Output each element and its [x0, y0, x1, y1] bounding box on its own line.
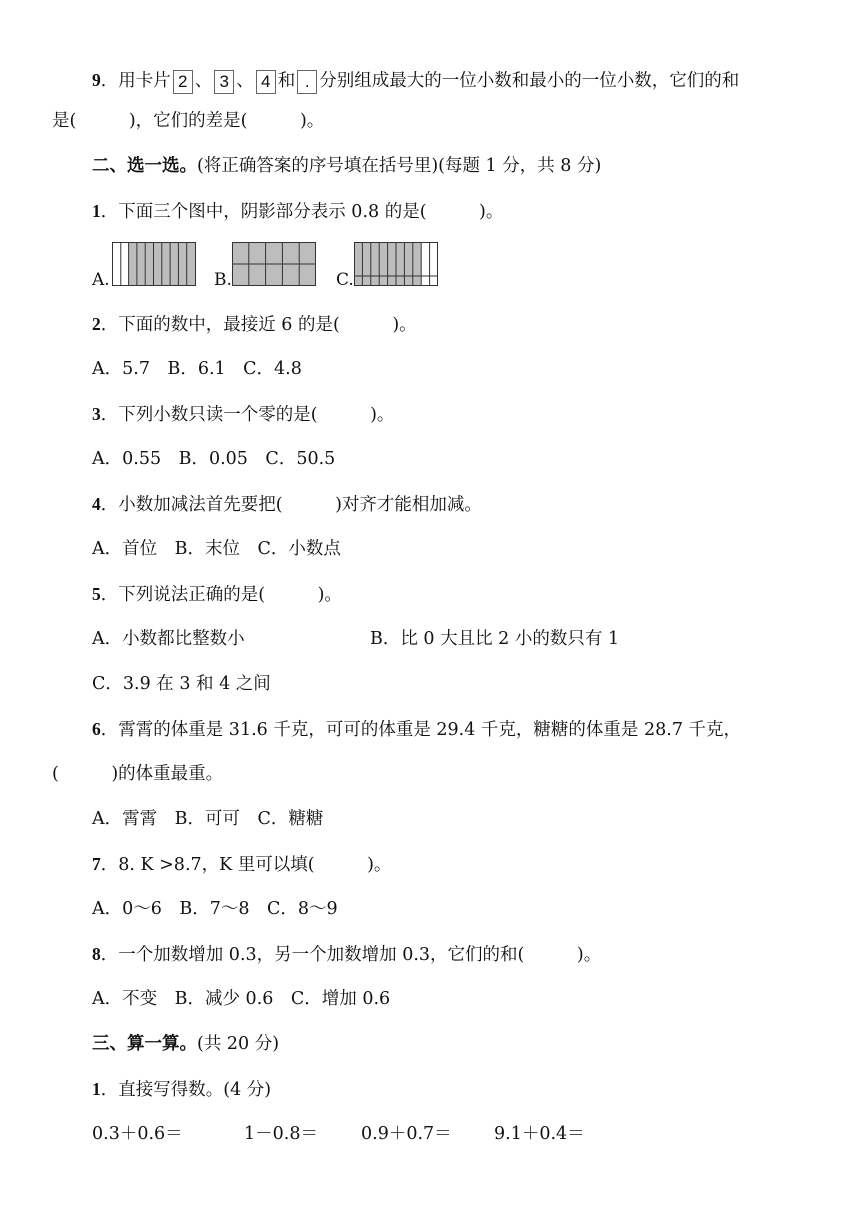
- q9-tail: 分别组成最大的一位小数和最小的一位小数，它们的和: [319, 71, 740, 91]
- question-number: 4: [92, 494, 101, 514]
- calc-item-1: 0.3＋0.6＝: [92, 1124, 183, 1144]
- figure-b-label: B.: [214, 270, 232, 290]
- question-8: [92, 942, 601, 967]
- question-number: 8: [92, 944, 101, 964]
- section3-note: (共 20 分): [197, 1034, 280, 1054]
- question-5-option-b: B．比 0 大且比 2 小的数只有 1: [370, 629, 620, 649]
- question-number: 6: [92, 719, 101, 739]
- question-text: ．下列说法正确的是( )。: [100, 585, 342, 605]
- question-5: [92, 582, 342, 607]
- question-4-options: A．首位 B．末位 C．小数点: [92, 539, 341, 559]
- question-4: [92, 492, 482, 517]
- question-text: ．霄霄的体重是 31.6 千克，可可的体重是 29.4 千克，糖糖的体重是 28.7 千克，: [100, 720, 742, 740]
- section2-heading: [92, 154, 601, 178]
- question-text: ．下列小数只读一个零的是( )。: [100, 405, 395, 425]
- question-3: [92, 402, 394, 427]
- question-2: [92, 312, 417, 337]
- calc-item-2: 1－0.8＝: [244, 1124, 318, 1144]
- question-text: ．一个加数增加 0.3，另一个加数增加 0.3，它们的和( )。: [100, 945, 602, 965]
- figure-c-label: C.: [336, 270, 354, 290]
- question-6-options: A．霄霄 B．可可 C．糖糖: [92, 809, 324, 829]
- question-2-options: A．5.7 B．6.1 C．4.8: [92, 359, 302, 379]
- question-5-option-a: A．小数都比整数小: [92, 629, 245, 649]
- question-text: ．下面的数中，最接近 6 的是( )。: [100, 315, 417, 335]
- section3-heading: [92, 1032, 279, 1056]
- q9-lead: ．用卡片: [100, 71, 171, 91]
- q9-and: 和: [277, 71, 296, 91]
- card-2: 2: [173, 70, 193, 94]
- figure-b: [232, 242, 316, 286]
- calc-item-4: 9.1＋0.4＝: [494, 1124, 585, 1144]
- q9-sep1: 、: [194, 71, 213, 91]
- calc-question: [92, 1077, 271, 1102]
- question-number: 1: [92, 201, 101, 221]
- question-5-option-c: C．3.9 在 3 和 4 之间: [92, 674, 271, 694]
- question-text: ．小数加减法首先要把( )对齐才能相加减。: [100, 495, 482, 515]
- q9-line2: 是( )，它们的差是( )。: [52, 111, 325, 131]
- question-7: [92, 852, 391, 877]
- calc-item-3: 0.9＋0.7＝: [361, 1124, 452, 1144]
- question-8-options: A．不变 B．减少 0.6 C．增加 0.6: [92, 989, 391, 1009]
- question-6: [92, 717, 741, 742]
- question-number: 2: [92, 314, 101, 334]
- question-6-line2: ( )的体重最重。: [52, 764, 224, 784]
- section3-title: 三、算一算。: [92, 1034, 197, 1054]
- figure-a: [112, 242, 196, 286]
- question-text: ．8. K >8.7，K 里可以填( )。: [100, 855, 392, 875]
- question-number: 3: [92, 404, 101, 424]
- question-text: ．直接写得数。(4 分): [100, 1080, 272, 1100]
- section2-note: (将正确答案的序号填在括号里)(每题 1 分，共 8 分): [197, 156, 602, 176]
- question-text: ．下面三个图中，阴影部分表示 0.8 的是( )。: [100, 202, 504, 222]
- question-number: 7: [92, 854, 101, 874]
- figure-c: [354, 242, 438, 286]
- card-4: 4: [256, 70, 276, 94]
- q9-sep2: 、: [236, 71, 254, 91]
- question-3-options: A．0.55 B．0.05 C．50.5: [92, 449, 336, 469]
- question-number: 5: [92, 584, 101, 604]
- card-dot: .: [297, 70, 317, 94]
- question-7-options: A．0～6 B．7～8 C．8～9: [92, 899, 338, 919]
- card-3: 3: [214, 70, 234, 94]
- section2-title: 二、选一选。: [92, 156, 197, 176]
- figure-a-label: A.: [92, 270, 110, 290]
- q9-number: 9: [92, 70, 101, 90]
- question-1: [92, 199, 503, 224]
- question-number: 1: [92, 1079, 101, 1099]
- q9-line1: [92, 68, 739, 94]
